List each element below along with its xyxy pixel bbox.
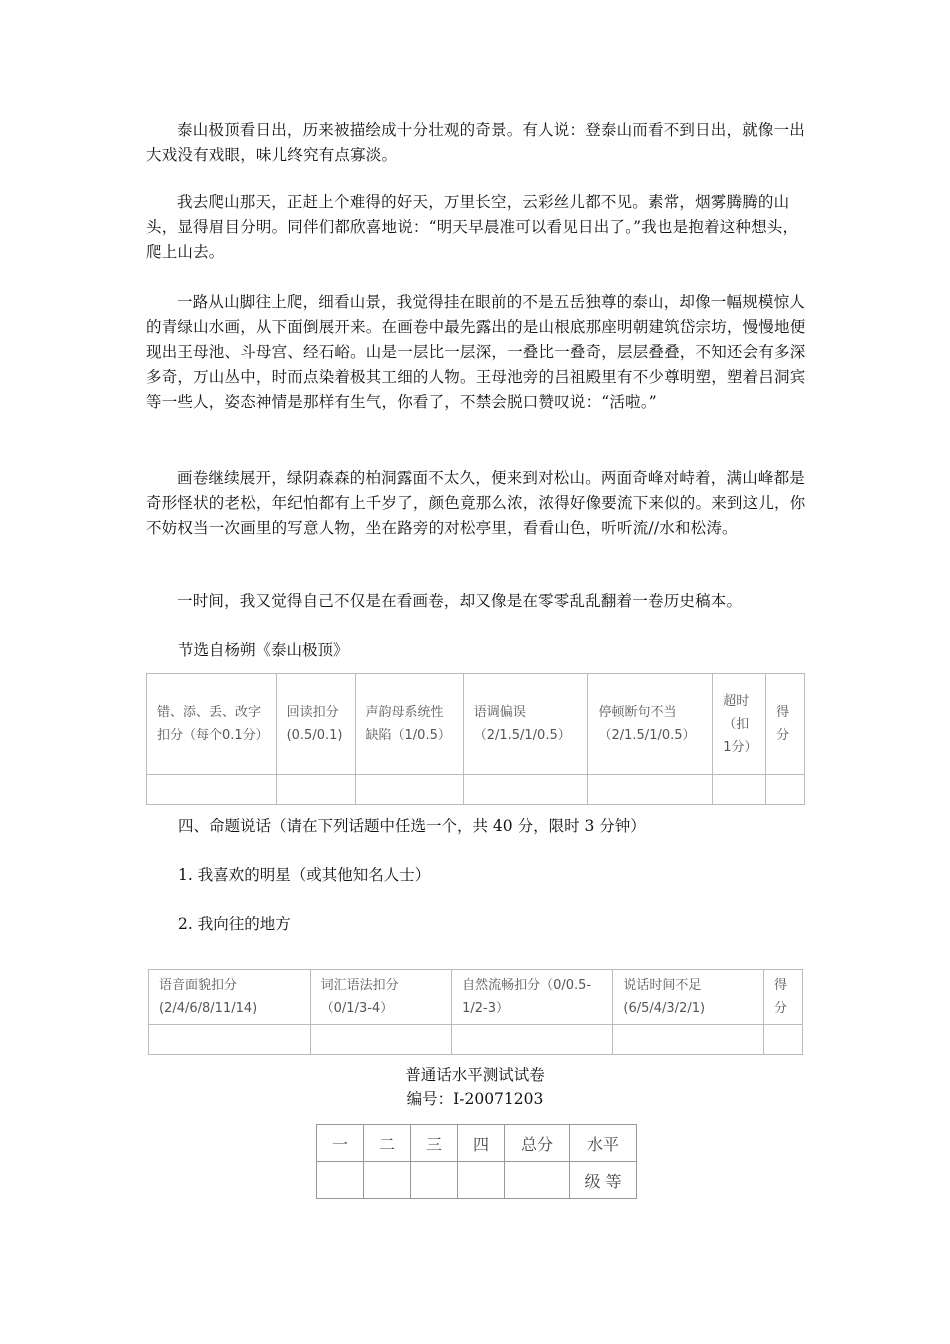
- exam-code: 编号：I-20071203: [406, 1090, 544, 1108]
- reading-entry-cell[interactable]: [147, 775, 277, 805]
- summary-entry-cell[interactable]: [458, 1162, 505, 1199]
- summary-header-part1: 一: [317, 1125, 364, 1162]
- speaking-header-pronunciation: 语音面貌扣分(2/4/6/8/11/14): [149, 970, 311, 1025]
- speaking-entry-cell[interactable]: [310, 1025, 451, 1055]
- speaking-entry-cell[interactable]: [452, 1025, 613, 1055]
- exam-title: 普通话水平测试试卷: [405, 1066, 545, 1084]
- passage-source: 节选自杨朔《泰山极顶》: [178, 641, 349, 659]
- reading-entry-cell[interactable]: [588, 775, 713, 805]
- speaking-header-score: 得分: [764, 970, 803, 1025]
- summary-header-part3: 三: [411, 1125, 458, 1162]
- speaking-score-header-row: [149, 970, 803, 1025]
- summary-header-level: 水平: [570, 1125, 637, 1162]
- speaking-header-fluency: 自然流畅扣分（0/0.5-1/2-3）: [452, 970, 613, 1025]
- passage-paragraph-4: 画卷继续展开，绿阴森森的柏洞露面不太久，便来到对松山。两面奇峰对峙着，满山峰都是奇形怪状的老松，年纪怕都有上千岁了，颜色竟那么浓，浓得好像要流下来似的。来到这儿，你不妨权当一次画里的写意人物，坐在路旁的对松亭里，看看山色，听听流//水和松涛。: [146, 469, 806, 537]
- speaking-score-table: [148, 969, 803, 1055]
- topic-1: 1. 我喜欢的明星（或其他知名人士）: [178, 866, 431, 884]
- summary-level-label: 级 等: [570, 1162, 637, 1199]
- reading-score-entry-row: [147, 775, 805, 805]
- summary-header-part2: 二: [364, 1125, 411, 1162]
- reading-header-score: 得分: [766, 674, 805, 775]
- summary-header-part4: 四: [458, 1125, 505, 1162]
- speaking-entry-cell[interactable]: [613, 1025, 764, 1055]
- reading-entry-cell[interactable]: [276, 775, 355, 805]
- reading-score-table: [146, 673, 805, 805]
- speaking-score-entry-row: [149, 1025, 803, 1055]
- passage-paragraph-1: 泰山极顶看日出，历来被描绘成十分壮观的奇景。有人说：登泰山而看不到日出，就像一出大戏没有戏眼，味儿终究有点寡淡。: [146, 121, 806, 164]
- reading-header-overtime: 超时（扣1分）: [713, 674, 766, 775]
- reading-score-header-row: [147, 674, 805, 775]
- summary-header-total: 总分: [505, 1125, 570, 1162]
- reading-header-reread: 回读扣分(0.5/0.1): [276, 674, 355, 775]
- passage-paragraph-2: 我去爬山那天，正赶上个难得的好天，万里长空，云彩丝儿都不见。素常，烟雾腾腾的山头，显得眉目分明。同伴们都欣喜地说：“明天早晨准可以看见日出了。”我也是抱着这种想头，爬上山去。: [146, 193, 799, 261]
- passage-paragraph-5: 一时间，我又觉得自己不仅是在看画卷，却又像是在零零乱乱翻着一卷历史稿本。: [177, 592, 743, 610]
- section4-title: 四、命题说话（请在下列话题中任选一个，共 40 分，限时 3 分钟）: [178, 817, 646, 835]
- speaking-header-grammar: 词汇语法扣分（0/1/3-4）: [310, 970, 451, 1025]
- summary-header-row: [317, 1125, 637, 1162]
- passage-paragraph-3: 一路从山脚往上爬，细看山景，我觉得挂在眼前的不是五岳独尊的泰山，却像一幅规模惊人的青绿山水画，从下面倒展开来。在画卷中最先露出的是山根底那座明朝建筑岱宗坊，慢慢地便现出王母池、斗母宫、经石峪。山是一层比一层深，一叠比一叠奇，层层叠叠，不知还会有多深多奇，万山丛中，时而点染着极其工细的人物。王母池旁的吕祖殿里有不少尊明塑，塑着吕洞宾等一些人，姿态神情是那样有生气，你看了，不禁会脱口赞叹说：“活啦。”: [146, 293, 806, 411]
- reading-header-intonation: 语调偏误（2/1.5/1/0.5）: [463, 674, 588, 775]
- reading-header-phoneme: 声韵母系统性缺陷（1/0.5）: [355, 674, 463, 775]
- summary-score-table: [316, 1124, 637, 1199]
- speaking-header-time: 说话时间不足(6/5/4/3/2/1): [613, 970, 764, 1025]
- summary-entry-row: [317, 1162, 637, 1199]
- summary-entry-cell[interactable]: [317, 1162, 364, 1199]
- summary-entry-cell[interactable]: [364, 1162, 411, 1199]
- reading-entry-cell[interactable]: [766, 775, 805, 805]
- speaking-entry-cell[interactable]: [764, 1025, 803, 1055]
- summary-entry-cell[interactable]: [411, 1162, 458, 1199]
- summary-entry-cell[interactable]: [505, 1162, 570, 1199]
- reading-entry-cell[interactable]: [463, 775, 588, 805]
- speaking-entry-cell[interactable]: [149, 1025, 311, 1055]
- reading-entry-cell[interactable]: [355, 775, 463, 805]
- reading-header-errors: 错、添、丢、改字扣分（每个0.1分）: [147, 674, 277, 775]
- reading-header-pausing: 停顿断句不当（2/1.5/1/0.5）: [588, 674, 713, 775]
- reading-entry-cell[interactable]: [713, 775, 766, 805]
- topic-2: 2. 我向往的地方: [178, 915, 291, 933]
